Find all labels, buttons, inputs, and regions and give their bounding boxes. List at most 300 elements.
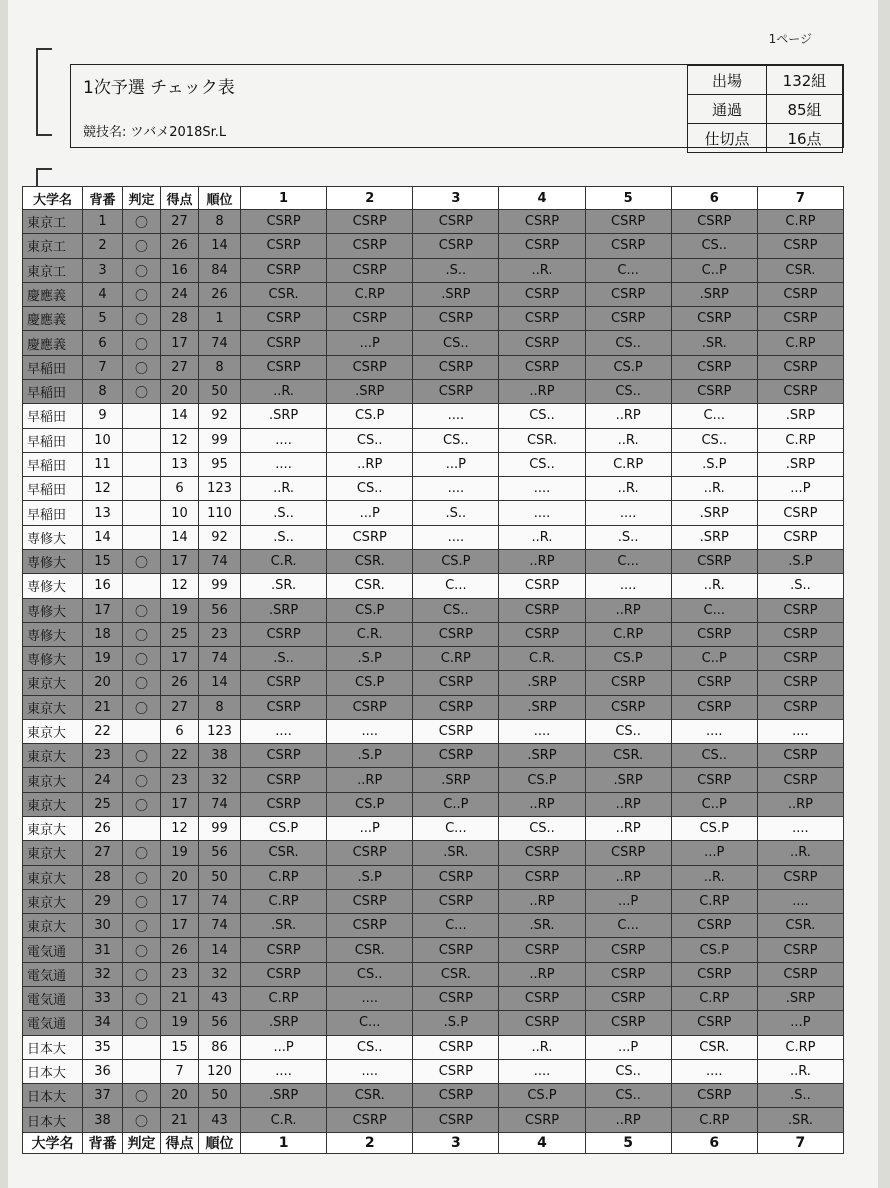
judge-mark-cell: CSRP [499,307,585,331]
university-cell: 電気通 [23,987,83,1011]
judgement-cell: 〇 [123,331,161,355]
score-cell: 21 [161,1108,199,1133]
judge-mark-cell: ...P [413,452,499,476]
rank-cell: 74 [199,331,241,355]
judge-mark-cell: CSRP [671,671,757,695]
judge-mark-cell: ..RP [327,452,413,476]
judge-mark-cell: CSRP [499,234,585,258]
table-row [23,525,844,549]
judge-mark-cell: CSRP [757,938,843,962]
university-cell: 早稲田 [23,379,83,403]
judge-mark-cell: CS.P [585,355,671,379]
judge-mark-cell: CSRP [499,987,585,1011]
table-row [23,622,844,646]
judge-mark-cell: .... [241,719,327,743]
score-cell: 7 [161,1059,199,1083]
judge-mark-cell: CS.. [585,1084,671,1108]
judge-mark-cell: CSRP [241,938,327,962]
score-cell: 17 [161,549,199,573]
judge-mark-cell: CS.. [327,1035,413,1059]
judge-mark-cell: .SR. [413,841,499,865]
judge-mark-cell: .SR. [757,1108,843,1133]
judge-mark-cell: CS.. [585,379,671,403]
judge-mark-cell: ..RP [499,962,585,986]
table-row [23,695,844,719]
score-cell: 6 [161,477,199,501]
column-footer-cell: 2 [327,1133,413,1154]
judge-mark-cell: .SRP [241,1011,327,1035]
judge-mark-cell: CSRP [413,719,499,743]
score-cell: 28 [161,307,199,331]
judge-mark-cell: C.R. [241,549,327,573]
column-header-cell: 順位 [199,187,241,210]
university-cell: 東京大 [23,865,83,889]
judge-mark-cell: C... [413,914,499,938]
judge-mark-cell: CS.. [671,428,757,452]
rank-cell: 50 [199,379,241,403]
score-cell: 15 [161,1035,199,1059]
table-row [23,355,844,379]
judge-mark-cell: ..RP [585,1108,671,1133]
rank-cell: 110 [199,501,241,525]
table-row [23,1011,844,1035]
judge-mark-cell: CSRP [413,671,499,695]
score-cell: 27 [161,695,199,719]
judge-mark-cell: ..R. [499,1035,585,1059]
judge-mark-cell: .SRP [413,282,499,306]
number-cell: 31 [83,938,123,962]
judge-mark-cell: CS.P [327,598,413,622]
judgement-cell: 〇 [123,355,161,379]
column-footer-cell: 5 [585,1133,671,1154]
university-cell: 早稲田 [23,428,83,452]
number-cell: 36 [83,1059,123,1083]
judge-mark-cell: C.RP [241,865,327,889]
judgement-cell: 〇 [123,210,161,234]
table-row [23,962,844,986]
judge-mark-cell: CS.. [327,962,413,986]
judge-mark-cell: CSR. [585,744,671,768]
judgement-cell: 〇 [123,987,161,1011]
judge-mark-cell: .S.P [413,1011,499,1035]
judge-mark-cell: .SRP [499,671,585,695]
score-cell: 26 [161,671,199,695]
judge-mark-cell: CSRP [241,307,327,331]
judge-mark-cell: .S.. [241,501,327,525]
judge-mark-cell: CSRP [241,695,327,719]
number-cell: 2 [83,234,123,258]
judge-mark-cell: CSRP [327,889,413,913]
rank-cell: 32 [199,962,241,986]
university-cell: 東京大 [23,792,83,816]
judge-mark-cell: .... [585,574,671,598]
judge-mark-cell: CSRP [413,744,499,768]
judge-mark-cell: C... [585,258,671,282]
judge-mark-cell: CSRP [241,768,327,792]
judge-mark-cell: CS.. [413,598,499,622]
university-cell: 日本大 [23,1059,83,1083]
judgement-cell: 〇 [123,792,161,816]
header-box [70,64,844,148]
judge-mark-cell: .SRP [241,598,327,622]
score-cell: 26 [161,938,199,962]
judge-mark-cell: .S.P [327,647,413,671]
number-cell: 27 [83,841,123,865]
judge-mark-cell: CSRP [585,695,671,719]
judgement-cell [123,501,161,525]
judge-mark-cell: .... [585,501,671,525]
judge-mark-cell: .S.. [413,258,499,282]
judgement-cell: 〇 [123,234,161,258]
judge-mark-cell: CS.. [499,817,585,841]
judge-mark-cell: CSRP [757,501,843,525]
score-cell: 12 [161,817,199,841]
number-cell: 21 [83,695,123,719]
table-row [23,841,844,865]
judgement-cell: 〇 [123,598,161,622]
judge-mark-cell: .SRP [413,768,499,792]
number-cell: 32 [83,962,123,986]
number-cell: 1 [83,210,123,234]
rank-cell: 92 [199,525,241,549]
judge-mark-cell: C.RP [757,210,843,234]
number-cell: 28 [83,865,123,889]
column-header-cell: 2 [327,187,413,210]
judge-mark-cell: CSRP [413,210,499,234]
judge-mark-cell: CSRP [413,938,499,962]
judge-mark-cell: CSR. [327,938,413,962]
university-cell: 専修大 [23,622,83,646]
judge-mark-cell: CSRP [241,210,327,234]
rank-cell: 43 [199,1108,241,1133]
rank-cell: 43 [199,987,241,1011]
table-row [23,647,844,671]
judge-mark-cell: .SRP [327,379,413,403]
rank-cell: 95 [199,452,241,476]
judge-mark-cell: ..R. [241,477,327,501]
judge-mark-cell: ...P [241,1035,327,1059]
score-cell: 12 [161,574,199,598]
judge-mark-cell: ..RP [499,792,585,816]
judge-mark-cell: .SRP [757,404,843,428]
judge-mark-cell: CSRP [671,379,757,403]
university-cell: 専修大 [23,574,83,598]
judge-mark-cell: CSR. [327,1084,413,1108]
judge-mark-cell: CSRP [241,355,327,379]
judge-mark-cell: CSRP [671,1084,757,1108]
judge-mark-cell: CS.P [327,792,413,816]
judge-mark-cell: ..R. [671,865,757,889]
university-cell: 電気通 [23,1011,83,1035]
column-footer-cell: 判定 [123,1133,161,1154]
judge-mark-cell: CS.P [671,938,757,962]
judge-mark-cell: ..RP [499,889,585,913]
judge-mark-cell: CSRP [327,234,413,258]
score-cell: 16 [161,258,199,282]
judge-mark-cell: .... [757,817,843,841]
rank-cell: 38 [199,744,241,768]
judge-mark-cell: .SR. [499,914,585,938]
judge-mark-cell: CSRP [757,234,843,258]
score-cell: 22 [161,744,199,768]
judge-mark-cell: CSRP [757,695,843,719]
judge-mark-cell: .S.. [241,647,327,671]
judge-mark-cell: ..RP [585,817,671,841]
stat-value: 16点 [767,124,843,153]
score-cell: 6 [161,719,199,743]
judge-mark-cell: .... [499,477,585,501]
column-footer-cell: 大学名 [23,1133,83,1154]
judge-mark-cell: CSRP [413,695,499,719]
judge-mark-cell: CSRP [671,1011,757,1035]
judge-mark-cell: .... [499,719,585,743]
table-row [23,744,844,768]
judge-mark-cell: .... [757,889,843,913]
number-cell: 12 [83,477,123,501]
judge-mark-cell: .SRP [671,282,757,306]
rank-cell: 74 [199,914,241,938]
judge-mark-cell: CS.. [499,452,585,476]
judge-mark-cell: ...P [327,331,413,355]
number-cell: 5 [83,307,123,331]
table-row [23,987,844,1011]
column-header-cell: 5 [585,187,671,210]
judge-mark-cell: .S.. [413,501,499,525]
judgement-cell [123,525,161,549]
judgement-cell: 〇 [123,379,161,403]
table-row [23,501,844,525]
judge-mark-cell: ...P [757,477,843,501]
rank-cell: 14 [199,938,241,962]
page-label: 1ページ [768,32,812,46]
judge-mark-cell: ...P [327,501,413,525]
judge-mark-cell: .... [241,1059,327,1083]
judge-mark-cell: CSRP [499,622,585,646]
judge-mark-cell: CS.. [327,428,413,452]
judge-mark-cell: CS.P [585,647,671,671]
judge-mark-cell: ..RP [585,404,671,428]
judgement-cell [123,452,161,476]
table-row [23,1035,844,1059]
judge-mark-cell: CSR. [327,549,413,573]
rank-cell: 99 [199,574,241,598]
score-cell: 17 [161,914,199,938]
judge-mark-cell: C.RP [757,428,843,452]
number-cell: 34 [83,1011,123,1035]
university-cell: 東京工 [23,258,83,282]
rank-cell: 99 [199,428,241,452]
table-row [23,307,844,331]
table-row [23,1108,844,1133]
judge-mark-cell: CSR. [757,914,843,938]
judgement-cell: 〇 [123,1011,161,1035]
rank-cell: 56 [199,598,241,622]
number-cell: 16 [83,574,123,598]
judge-mark-cell: CSRP [413,889,499,913]
judgement-cell: 〇 [123,258,161,282]
judge-mark-cell: CSRP [585,210,671,234]
university-cell: 電気通 [23,938,83,962]
score-cell: 10 [161,501,199,525]
judge-mark-cell: C.R. [327,622,413,646]
check-sheet [8,0,878,1188]
university-cell: 専修大 [23,525,83,549]
judge-mark-cell: CSRP [241,671,327,695]
judge-mark-cell: C.R. [241,1108,327,1133]
column-header-cell: 背番 [83,187,123,210]
judge-mark-cell: CSRP [757,962,843,986]
judge-mark-cell: .... [671,1059,757,1083]
table-row [23,477,844,501]
table-row [23,379,844,403]
stat-row-passed [688,95,843,124]
rank-cell: 56 [199,841,241,865]
number-cell: 29 [83,889,123,913]
score-cell: 20 [161,865,199,889]
rank-cell: 23 [199,622,241,646]
table-row [23,210,844,234]
judge-mark-cell: CSRP [327,695,413,719]
judge-mark-cell: .S.P [671,452,757,476]
rank-cell: 86 [199,1035,241,1059]
judgement-cell: 〇 [123,671,161,695]
judgement-cell: 〇 [123,938,161,962]
table-row [23,1059,844,1083]
judge-mark-cell: C..P [413,792,499,816]
score-cell: 20 [161,1084,199,1108]
score-cell: 26 [161,234,199,258]
header-row [23,187,844,210]
judge-mark-cell: CSRP [585,282,671,306]
judgement-cell: 〇 [123,282,161,306]
column-header-cell: 7 [757,187,843,210]
university-cell: 東京大 [23,817,83,841]
judgement-cell: 〇 [123,889,161,913]
university-cell: 専修大 [23,598,83,622]
judge-mark-cell: .... [413,477,499,501]
university-cell: 東京大 [23,719,83,743]
number-cell: 35 [83,1035,123,1059]
table-header [23,187,844,210]
judge-mark-cell: C... [585,549,671,573]
judge-mark-cell: .S.P [757,549,843,573]
judge-mark-cell: .SRP [757,987,843,1011]
university-cell: 早稲田 [23,477,83,501]
judge-mark-cell: CSRP [499,938,585,962]
judge-mark-cell: CSRP [757,525,843,549]
number-cell: 22 [83,719,123,743]
university-cell: 早稲田 [23,355,83,379]
table-footer [23,1133,844,1154]
judge-mark-cell: .... [499,1059,585,1083]
judge-mark-cell: C..P [671,258,757,282]
judge-mark-cell: CSRP [585,1011,671,1035]
rank-cell: 123 [199,477,241,501]
number-cell: 10 [83,428,123,452]
score-cell: 19 [161,841,199,865]
number-cell: 7 [83,355,123,379]
university-cell: 専修大 [23,549,83,573]
judgement-cell [123,1035,161,1059]
judge-mark-cell: CS.. [585,331,671,355]
judge-mark-cell: CSRP [757,622,843,646]
score-cell: 27 [161,355,199,379]
judgement-cell [123,428,161,452]
column-footer-cell: 順位 [199,1133,241,1154]
judge-mark-cell: CSRP [757,768,843,792]
judge-mark-cell: CSRP [241,234,327,258]
judge-mark-cell: .... [241,452,327,476]
judgement-cell: 〇 [123,1084,161,1108]
rank-cell: 14 [199,671,241,695]
judge-mark-cell: ..R. [499,258,585,282]
judgement-cell: 〇 [123,549,161,573]
judge-mark-cell: CSR. [671,1035,757,1059]
table-row [23,938,844,962]
rank-cell: 32 [199,768,241,792]
judge-mark-cell: ..RP [585,792,671,816]
judge-mark-cell: CSRP [671,622,757,646]
judge-mark-cell: ..RP [585,598,671,622]
judge-mark-cell: CSRP [241,744,327,768]
table-row [23,404,844,428]
score-cell: 21 [161,987,199,1011]
sheet-title: 1次予選 チェック表 [83,78,235,98]
column-header-cell: 得点 [161,187,199,210]
judge-mark-cell: CSRP [241,258,327,282]
judge-mark-cell: ...P [585,1035,671,1059]
judge-mark-cell: C.RP [757,1035,843,1059]
judge-mark-cell: C..P [671,792,757,816]
judge-mark-cell: CSRP [499,1108,585,1133]
judge-mark-cell: .... [757,719,843,743]
event-name: 競技名: ツバメ2018Sr.L [83,125,227,140]
judge-mark-cell: CSRP [413,234,499,258]
judge-mark-cell: CS.P [327,404,413,428]
judgement-cell: 〇 [123,962,161,986]
university-cell: 慶應義 [23,282,83,306]
table-row [23,258,844,282]
column-footer-cell: 得点 [161,1133,199,1154]
score-cell: 14 [161,525,199,549]
judge-mark-cell: CSR. [241,282,327,306]
score-cell: 19 [161,1011,199,1035]
judgement-cell [123,817,161,841]
judge-mark-cell: CSRP [757,671,843,695]
judge-mark-cell: .S.P [327,865,413,889]
university-cell: 電気通 [23,962,83,986]
judge-mark-cell: .SRP [671,525,757,549]
stat-row-cutoff [688,124,843,153]
rank-cell: 120 [199,1059,241,1083]
judge-mark-cell: CS.. [585,1059,671,1083]
rank-cell: 8 [199,210,241,234]
university-cell: 東京工 [23,234,83,258]
score-cell: 14 [161,404,199,428]
stat-row-entries [688,66,843,95]
judge-mark-cell: ..R. [671,477,757,501]
university-cell: 東京工 [23,210,83,234]
rank-cell: 56 [199,1011,241,1035]
judge-mark-cell: CSRP [413,307,499,331]
judge-mark-cell: CSRP [499,598,585,622]
judge-mark-cell: C..P [671,647,757,671]
judge-mark-cell: CS.. [671,234,757,258]
judge-mark-cell: CSRP [585,938,671,962]
table-row [23,234,844,258]
judge-mark-cell: CSRP [413,379,499,403]
number-cell: 23 [83,744,123,768]
